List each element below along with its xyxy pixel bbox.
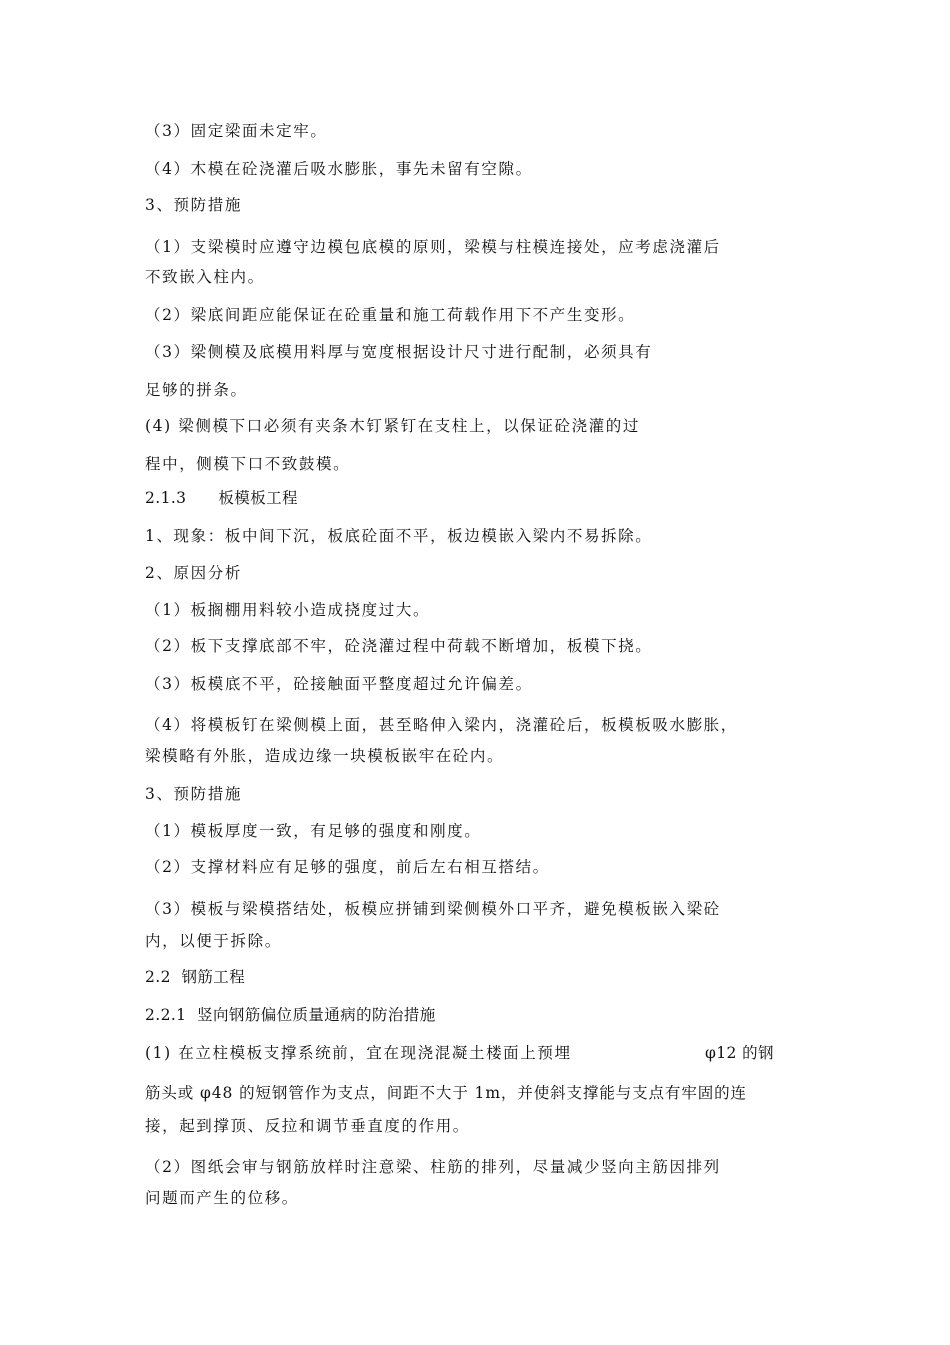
text-line: （2）板下支撑底部不牢，砼浇灌过程中荷载不断增加，板模下挠。 [145, 637, 653, 655]
text-line: （2）图纸会审与钢筋放样时注意梁、柱筋的排列，尽量减少竖向主筋因排列 [145, 1158, 721, 1176]
section-heading-2-2: 2.2 钢筋工程 [145, 968, 246, 986]
text-line: （3）固定梁面未定牢。 [145, 122, 328, 140]
text-line: （1）板搁棚用料较小造成挠度过大。 [145, 601, 431, 619]
text-line: (1) 在立柱模板支撑系统前，宜在现浇混凝土楼面上预埋 [145, 1044, 572, 1062]
text-line: 内，以便于拆除。 [145, 932, 282, 950]
text-line: 足够的拼条。 [145, 381, 248, 399]
text-line: （3）板模底不平，砼接触面平整度超过允许偏差。 [145, 675, 533, 693]
section-heading-2-1-3: 2.1.3 板模板工程 [145, 489, 298, 507]
text-line: 筋头或 φ48 的短钢管作为支点，间距不大于 1m，并使斜支撑能与支点有牢固的连 [145, 1084, 747, 1102]
text-line: 接，起到撑顶、反拉和调节垂直度的作用。 [145, 1117, 470, 1135]
text-line: 不致嵌入柱内。 [145, 268, 265, 286]
text-line: （4）将模板钉在梁侧模上面，甚至略伸入梁内，浇灌砼后，板模板吸水膨胀， [145, 716, 738, 734]
text-line: （3）模板与梁模搭结处，板模应拼铺到梁侧模外口平齐，避免模板嵌入梁砼 [145, 900, 721, 918]
text-line: (4) 梁侧模下口必须有夹条木钉紧钉在支柱上，以保证砼浇灌的过 [145, 417, 640, 435]
text-line: 梁模略有外胀，造成边缘一块模板嵌牢在砼内。 [145, 747, 505, 765]
text-line: 1、现象：板中间下沉，板底砼面不平，板边模嵌入梁内不易拆除。 [145, 527, 653, 545]
text-line: 程中，侧模下口不致鼓模。 [145, 455, 351, 473]
text-line: 问题而产生的位移。 [145, 1189, 299, 1207]
text-line: （3）梁侧模及底模用料厚与宽度根据设计尺寸进行配制，必须具有 [145, 343, 653, 361]
section-heading-2-2-1: 2.2.1 竖向钢筋偏位质量通病的防治措施 [145, 1006, 436, 1024]
text-line: （2）支撑材料应有足够的强度，前后左右相互搭结。 [145, 858, 550, 876]
heading-cause-analysis: 2、原因分析 [145, 564, 242, 582]
heading-prevention-1: 3、预防措施 [145, 196, 242, 214]
text-line: （2）梁底间距应能保证在砼重量和施工荷载作用下不产生变形。 [145, 306, 636, 324]
text-line: （4）木模在砼浇灌后吸水膨胀，事先未留有空隙。 [145, 160, 533, 178]
text-line: （1）支梁模时应遵守边模包底模的原则，梁模与柱模连接处，应考虑浇灌后 [145, 238, 721, 256]
text-line: （1）模板厚度一致，有足够的强度和刚度。 [145, 822, 482, 840]
heading-prevention-2: 3、预防措施 [145, 785, 242, 803]
text-line-fragment: φ12 的钢 [705, 1044, 774, 1062]
